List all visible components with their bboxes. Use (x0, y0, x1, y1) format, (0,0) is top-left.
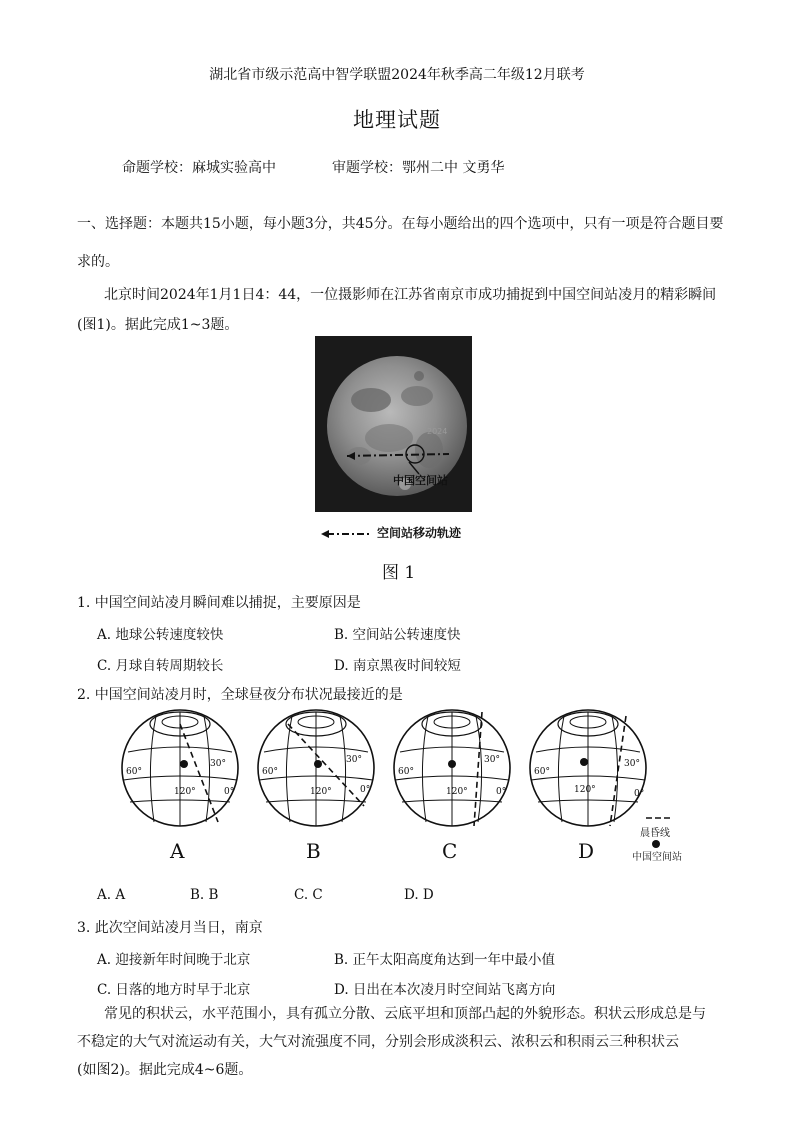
setter-school: 命题学校：麻城实验高中 (122, 160, 276, 176)
globe-a-lon-30: 30° (210, 759, 226, 769)
q1-option-a[interactable]: A. 地球公转速度较快 (97, 627, 224, 643)
photo-watermark: 2024 (427, 427, 448, 436)
exam-header: 湖北省市级示范高中智学联盟2024年秋季高二年级12月联考 (209, 67, 585, 83)
section-instruction-line2: 求的。 (77, 254, 119, 270)
globe-c-lon-120: 120° (446, 787, 468, 797)
page-title: 地理试题 (353, 108, 441, 132)
globe-b-lon-30: 30° (346, 755, 362, 765)
globe-legend (632, 818, 682, 863)
globe-a-label: A (170, 839, 185, 863)
globe-a-lat-label: 60° (126, 767, 142, 777)
globe-d-lon-0: 0° (634, 789, 645, 799)
globe-b-lon-120: 120° (310, 787, 332, 797)
q2-option-b[interactable]: B. B (190, 887, 219, 903)
globe-c-label: C (442, 839, 458, 863)
q3-option-c[interactable]: C. 日落的地方时早于北京 (97, 982, 251, 998)
globe-a-lon-0: 0° (224, 787, 235, 797)
figure1-caption: 图 1 (382, 563, 416, 583)
globe-d-lat-label: 60° (534, 767, 550, 777)
globe-d-lon-120: 120° (574, 785, 596, 795)
q1-option-b[interactable]: B. 空间站公转速度快 (334, 627, 461, 643)
globe-d (530, 710, 646, 863)
globe-d-label: D (578, 839, 595, 863)
reviewer-school: 审题学校：鄂州二中 文勇华 (332, 160, 505, 176)
q1-option-c[interactable]: C. 月球自转周期较长 (97, 658, 224, 674)
moon-photo (319, 338, 471, 510)
q2-option-d[interactable]: D. D (404, 887, 434, 903)
globe-c-lon-0: 0° (496, 787, 507, 797)
q3-option-a[interactable]: A. 迎接新年时间晚于北京 (97, 952, 251, 968)
question-1-stem: 1. 中国空间站凌月瞬间难以捕捉，主要原因是 (77, 595, 361, 611)
globe-b-lat-label: 60° (262, 767, 278, 777)
q2-option-a[interactable]: A. A (97, 887, 126, 903)
legend-terminator-label: 晨昏线 (640, 828, 670, 839)
q1-option-d[interactable]: D. 南京黑夜时间较短 (334, 658, 461, 674)
passage1-line1: 北京时间2024年1月1日4：44，一位摄影师在江苏省南京市成功捕捉到中国空间站凌月的精彩瞬间 (104, 287, 717, 303)
globe-c (394, 710, 510, 863)
station-label: 中国空间站 (393, 474, 448, 487)
globe-b (258, 710, 374, 863)
passage2-line2: 不稳定的大气对流运动有关，大气对流强度不同，分别会形成淡积云、浓积云和积雨云三种积状云 (77, 1034, 679, 1050)
globe-c-lon-30: 30° (484, 755, 500, 765)
globe-b-lon-0: 0° (360, 785, 371, 795)
passage2-line3: (如图2)。据此完成4~6题。 (77, 1062, 253, 1078)
globe-b-label: B (306, 839, 321, 863)
passage2-line1: 常见的积状云，水平范围小，具有孤立分散、云底平坦和顶部凸起的外貌形态。积状云形成总是与 (104, 1006, 706, 1022)
q3-option-d[interactable]: D. 日出在本次凌月时空间站飞离方向 (334, 982, 556, 998)
q2-option-c[interactable]: C. C (294, 887, 323, 903)
globe-a-lon-120: 120° (174, 787, 196, 797)
globe-d-lon-30: 30° (624, 759, 640, 769)
question-2-stem: 2. 中国空间站凌月时，全球昼夜分布状况最接近的是 (77, 687, 403, 703)
globe-a (122, 710, 238, 863)
globe-c-lat-label: 60° (398, 767, 414, 777)
globe-figure (118, 706, 698, 866)
legend-station-label: 中国空间站 (632, 852, 682, 863)
track-legend-label: 空间站移动轨迹 (377, 526, 462, 540)
section-instruction-line1: 一、选择题：本题共15小题，每小题3分，共45分。在每小题给出的四个选项中，只有一项是符合题目要 (77, 216, 724, 232)
question-3-stem: 3. 此次空间站凌月当日，南京 (77, 920, 263, 936)
track-legend-symbol (321, 529, 371, 539)
q3-option-b[interactable]: B. 正午太阳高度角达到一年中最小值 (334, 952, 556, 968)
passage1-line2: (图1)。据此完成1~3题。 (77, 317, 239, 333)
